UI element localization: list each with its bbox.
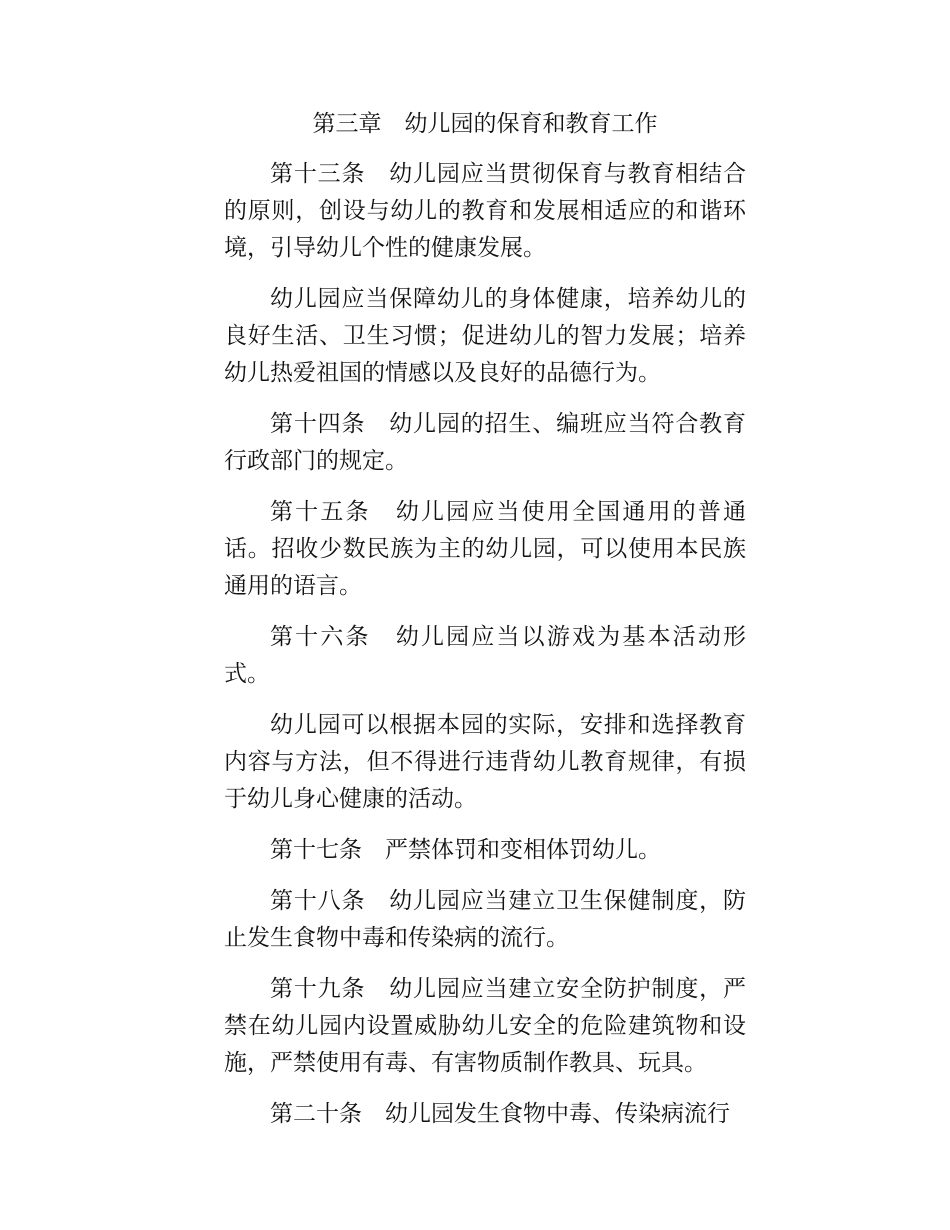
paragraph-health-and-development: 幼儿园应当保障幼儿的身体健康，培养幼儿的良好生活、卫生习惯；促进幼儿的智力发展；培养幼儿热爱祖国的情感以及良好的品德行为。: [224, 286, 746, 386]
chapter-title: 第三章 幼儿园的保育和教育工作: [312, 111, 658, 137]
document-body: [224, 106, 746, 1133]
paragraph-article-18: 第十八条 幼儿园应当建立卫生保健制度，防止发生食物中毒和传染病的流行。: [224, 888, 746, 951]
paragraph-article-13: 第十三条 幼儿园应当贯彻保育与教育相结合的原则，创设与幼儿的教育和发展相适应的和谐环境，引导幼儿个性的健康发展。: [224, 161, 746, 261]
paragraph-curriculum-content: 幼儿园可以根据本园的实际，安排和选择教育内容与方法，但不得进行违背幼儿教育规律，有损于幼儿身心健康的活动。: [224, 712, 746, 812]
paragraph-article-14: 第十四条 幼儿园的招生、编班应当符合教育行政部门的规定。: [224, 411, 746, 474]
paragraph-article-16: 第十六条 幼儿园应当以游戏为基本活动形式。: [224, 624, 746, 687]
paragraph-article-15: 第十五条 幼儿园应当使用全国通用的普通话。招收少数民族为主的幼儿园，可以使用本民族通用的语言。: [224, 499, 746, 599]
paragraph-article-19: 第十九条 幼儿园应当建立安全防护制度，严禁在幼儿园内设置威胁幼儿安全的危险建筑物和设施，严禁使用有毒、有害物质制作教具、玩具。: [224, 976, 746, 1076]
paragraph-article-20: 第二十条 幼儿园发生食物中毒、传染病流行: [270, 1101, 730, 1127]
paragraph-article-17: 第十七条 严禁体罚和变相体罚幼儿。: [270, 837, 661, 863]
